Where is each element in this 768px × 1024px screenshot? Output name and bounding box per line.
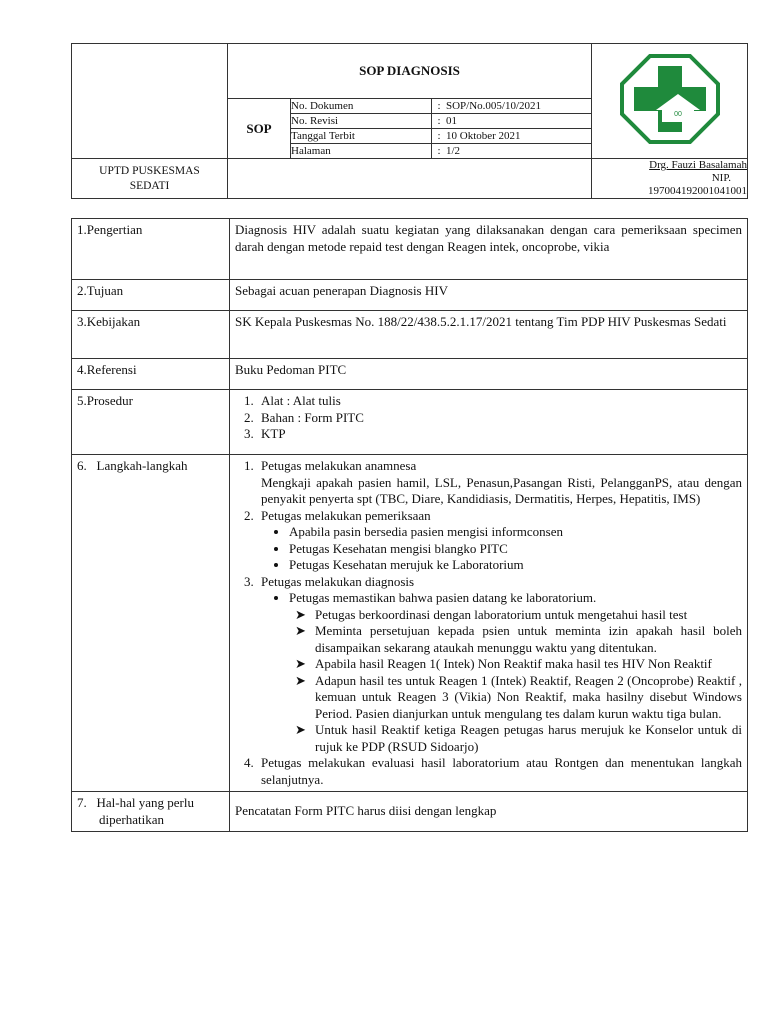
header-blank-cell	[72, 44, 228, 159]
prosedur-list	[235, 393, 742, 443]
meta-value: 01	[446, 114, 591, 129]
row-content: SK Kepala Puskesmas No. 188/22/438.5.2.1.17/2021 tentang Tim PDP HIV Puskesmas Sedati	[230, 311, 748, 359]
bullet-text: Petugas memastikan bahwa pasien datang ke laboratorium.	[289, 590, 597, 605]
arrow-item	[295, 722, 742, 755]
table-row	[72, 219, 748, 280]
row-content: Buku Pedoman PITC	[230, 359, 748, 390]
row-label-line: diperhatikan	[99, 811, 164, 827]
row-content	[230, 390, 748, 455]
list-item: 1. Alat : Alat tulis	[257, 393, 742, 410]
meta-label: No. Dokumen	[291, 99, 432, 114]
row-label: 6. Langkah-langkah	[72, 455, 230, 792]
row-label	[72, 792, 230, 832]
organization-line: UPTD PUSKESMAS	[99, 164, 200, 177]
meta-row	[291, 99, 591, 114]
row-label: 3.Kebijakan	[72, 311, 230, 359]
signer-nip-label: NIP.	[711, 172, 731, 184]
meta-value: SOP/No.005/10/2021	[446, 99, 591, 114]
signer-name: Drg. Fauzi Basalamah	[649, 159, 747, 171]
bullet-item: • Apabila pasin bersedia pasien mengisi informconsen	[289, 524, 742, 541]
meta-value: 1/2	[446, 145, 461, 157]
meta-sep: :	[432, 129, 447, 144]
row-content: Sebagai acuan penerapan Diagnosis HIV	[230, 280, 748, 311]
document-title: SOP DIAGNOSIS	[228, 44, 592, 99]
organization-line: SEDATI	[129, 179, 170, 192]
document-meta-cell	[291, 99, 592, 159]
row-content	[230, 455, 748, 792]
meta-label: No. Revisi	[291, 114, 432, 129]
bullet-list	[261, 590, 742, 755]
header-blank-cell	[228, 159, 592, 199]
bullet-item: • Petugas Kesehatan merujuk ke Laboratorium	[289, 557, 742, 574]
list-item	[257, 508, 742, 574]
arrow-item	[295, 656, 742, 673]
meta-sep: :	[432, 114, 447, 129]
step-title: 3. Petugas melakukan diagnosis	[261, 573, 415, 589]
step-title: 2. Petugas melakukan pemeriksaan	[261, 507, 431, 523]
table-row	[72, 280, 748, 311]
row-label: 5.Prosedur	[72, 390, 230, 455]
procedure-table	[71, 218, 748, 832]
langkah-list	[235, 458, 742, 788]
document-meta-table	[291, 99, 591, 158]
list-item	[257, 458, 742, 508]
row-label: 2.Tujuan	[72, 280, 230, 311]
bullet-item: • Petugas Kesehatan mengisi blangko PITC	[289, 541, 742, 558]
step-title: 1. Petugas melakukan anamnesa	[261, 458, 417, 473]
list-item	[257, 574, 742, 756]
logo-cell	[592, 44, 748, 159]
table-row	[72, 390, 748, 455]
arrow-text: Petugas berkoordinasi dengan laboratorium untuk mengetahui hasil test	[315, 606, 688, 622]
signer-block	[592, 159, 748, 199]
bullet-list	[261, 524, 742, 574]
arrow-bullet-icon: ➤	[295, 606, 306, 622]
bullet-item	[289, 590, 742, 755]
row-content: Pencatatan Form PITC harus diisi dengan lengkap	[230, 792, 748, 832]
meta-row	[291, 114, 591, 129]
header-table	[71, 43, 748, 199]
step-description: Mengkaji apakah pasien hamil, LSL, Penasun,Pasangan Risti, PelangganPS, atau dengan penyakit penyerta spt (TBC, Diare, Kandidiasis, Dermatitis, Herpes, Hepatitis, IMS)	[261, 474, 742, 506]
arrow-text: Adapun hasil tes untuk Reagen 1 (Intek) Reaktif, Reagen 2 (Oncoprobe) Reaktif , kemuan untuk Reagen 3 (Vikia) Non Reaktif, maka hasilny disebut Windows Period. Pasien dianjurkan untuk mengulang tes dalam kurun waktu tiga bulan.	[315, 672, 742, 721]
list-item: 2. Bahan : Form PITC	[257, 410, 742, 427]
row-label: 1.Pengertian	[72, 219, 230, 280]
meta-label: Halaman	[291, 144, 432, 159]
meta-sep: :	[432, 99, 447, 114]
arrow-text: Untuk hasil Reaktif ketiga Reagen petugas harus merujuk ke Konselor untuk di rujuk ke PDP (RSUD Sidoarjo)	[315, 722, 742, 754]
list-item: 3. KTP	[257, 426, 742, 443]
arrow-bullet-icon: ➤	[295, 722, 306, 737]
arrow-bullet-icon: ➤	[295, 623, 306, 638]
list-item: 4. Petugas melakukan evaluasi hasil laboratorium atau Rontgen dan menentukan langkah selanjutnya.	[257, 755, 742, 788]
meta-row	[291, 129, 591, 144]
meta-value: 10 Oktober 2021	[446, 129, 591, 144]
meta-sep: :	[437, 145, 441, 157]
sop-label: SOP	[228, 99, 291, 159]
arrow-text: Meminta persetujuan kepada psien untuk meminta izin apakah hasil boleh disampaikan sekarang ataukah menunggu waktu yang ditentukan.	[315, 623, 742, 655]
logo-text: 00	[673, 110, 682, 118]
arrow-item	[295, 672, 742, 723]
signer-nip: 197004192001041001	[648, 185, 747, 197]
row-content: Diagnosis HIV adalah suatu kegiatan yang dilaksanakan dengan cara pemeriksaan specimen darah dengan metode repaid test dengan Reagen intek, oncoprobe, vikia	[230, 219, 748, 280]
arrow-list	[289, 607, 742, 756]
row-label: 4.Referensi	[72, 359, 230, 390]
arrow-text: Apabila hasil Reagen 1( Intek) Non Reaktif maka hasil tes HIV Non Reaktif	[315, 656, 712, 671]
arrow-bullet-icon: ➤	[295, 656, 306, 671]
table-row	[72, 792, 748, 832]
arrow-item	[295, 623, 742, 656]
table-row	[72, 311, 748, 359]
table-row	[72, 455, 748, 792]
arrow-item	[295, 606, 742, 624]
table-row	[72, 359, 748, 390]
row-label-line: 7. Hal-hal yang perlu	[77, 795, 194, 810]
puskesmas-logo-icon	[620, 54, 720, 144]
organization-name	[72, 159, 228, 199]
meta-row	[291, 144, 591, 159]
arrow-bullet-icon: ➤	[295, 672, 306, 688]
meta-label: Tanggal Terbit	[291, 129, 432, 144]
